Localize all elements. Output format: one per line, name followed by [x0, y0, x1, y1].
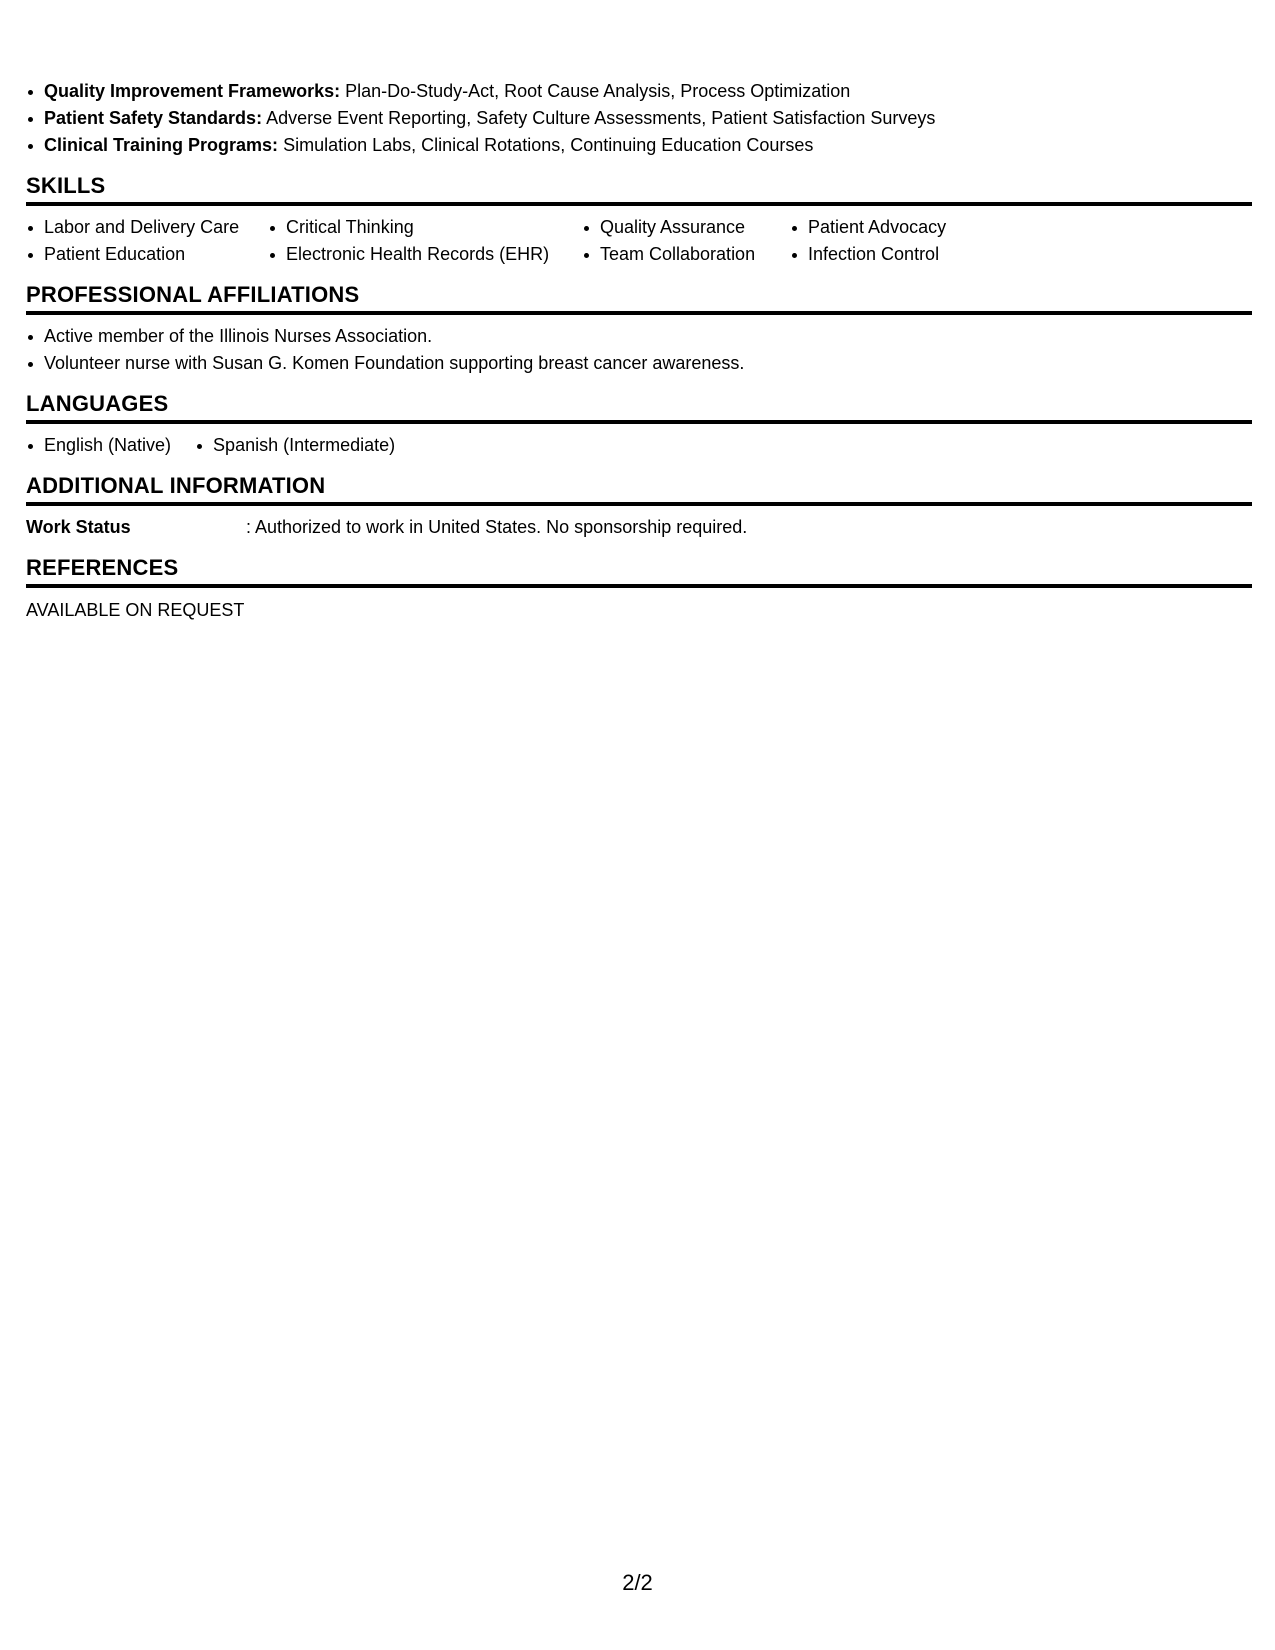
- skill-item: Team Collaboration: [582, 241, 790, 268]
- section-title-languages: LANGUAGES: [26, 391, 1252, 424]
- skill-item: Critical Thinking: [268, 214, 582, 241]
- section-title-additional: ADDITIONAL INFORMATION: [26, 473, 1252, 506]
- section-title-skills: SKILLS: [26, 173, 1252, 206]
- work-status-value: : Authorized to work in United States. No sponsorship required.: [246, 517, 748, 537]
- languages-section: [26, 391, 1252, 459]
- page-number: 2/2: [622, 1570, 653, 1595]
- framework-label: Clinical Training Programs:: [44, 135, 279, 155]
- section-title-affiliations: PROFESSIONAL AFFILIATIONS: [26, 282, 1252, 315]
- list-item: [26, 132, 1252, 159]
- framework-text: Simulation Labs, Clinical Rotations, Continuing Education Courses: [283, 135, 814, 155]
- skill-item: Quality Assurance: [582, 214, 790, 241]
- list-item: [26, 105, 1252, 132]
- work-status-row: [26, 514, 1252, 541]
- affiliation-item: Volunteer nurse with Susan G. Komen Foundation supporting breast cancer awareness.: [26, 350, 1252, 377]
- language-item: Spanish (Intermediate): [195, 432, 395, 459]
- framework-label: Quality Improvement Frameworks:: [44, 81, 341, 101]
- affiliations-section: [26, 282, 1252, 377]
- skill-item: Infection Control: [790, 241, 1050, 268]
- framework-text: Adverse Event Reporting, Safety Culture Assessments, Patient Satisfaction Surveys: [266, 108, 936, 128]
- affiliation-item: Active member of the Illinois Nurses Association.: [26, 323, 1252, 350]
- references-section: [26, 555, 1252, 624]
- skill-item: Patient Education: [26, 241, 268, 268]
- languages-list: [26, 432, 1252, 459]
- affiliations-list: [26, 323, 1252, 377]
- references-text: AVAILABLE ON REQUEST: [26, 600, 245, 620]
- work-status-label: Work Status: [26, 517, 131, 537]
- frameworks-list: [26, 78, 1252, 159]
- framework-label: Patient Safety Standards:: [44, 108, 263, 128]
- additional-info-section: [26, 473, 1252, 541]
- skill-item: Electronic Health Records (EHR): [268, 241, 582, 268]
- list-item: [26, 78, 1252, 105]
- section-title-references: REFERENCES: [26, 555, 1252, 588]
- skills-section: [26, 173, 1252, 268]
- framework-text: Plan-Do-Study-Act, Root Cause Analysis, Process Optimization: [345, 81, 851, 101]
- skills-list: [26, 214, 1252, 268]
- skill-item: Patient Advocacy: [790, 214, 1050, 241]
- language-item: English (Native): [26, 432, 171, 459]
- skill-item: Labor and Delivery Care: [26, 214, 268, 241]
- resume-page-2: [26, 78, 1252, 624]
